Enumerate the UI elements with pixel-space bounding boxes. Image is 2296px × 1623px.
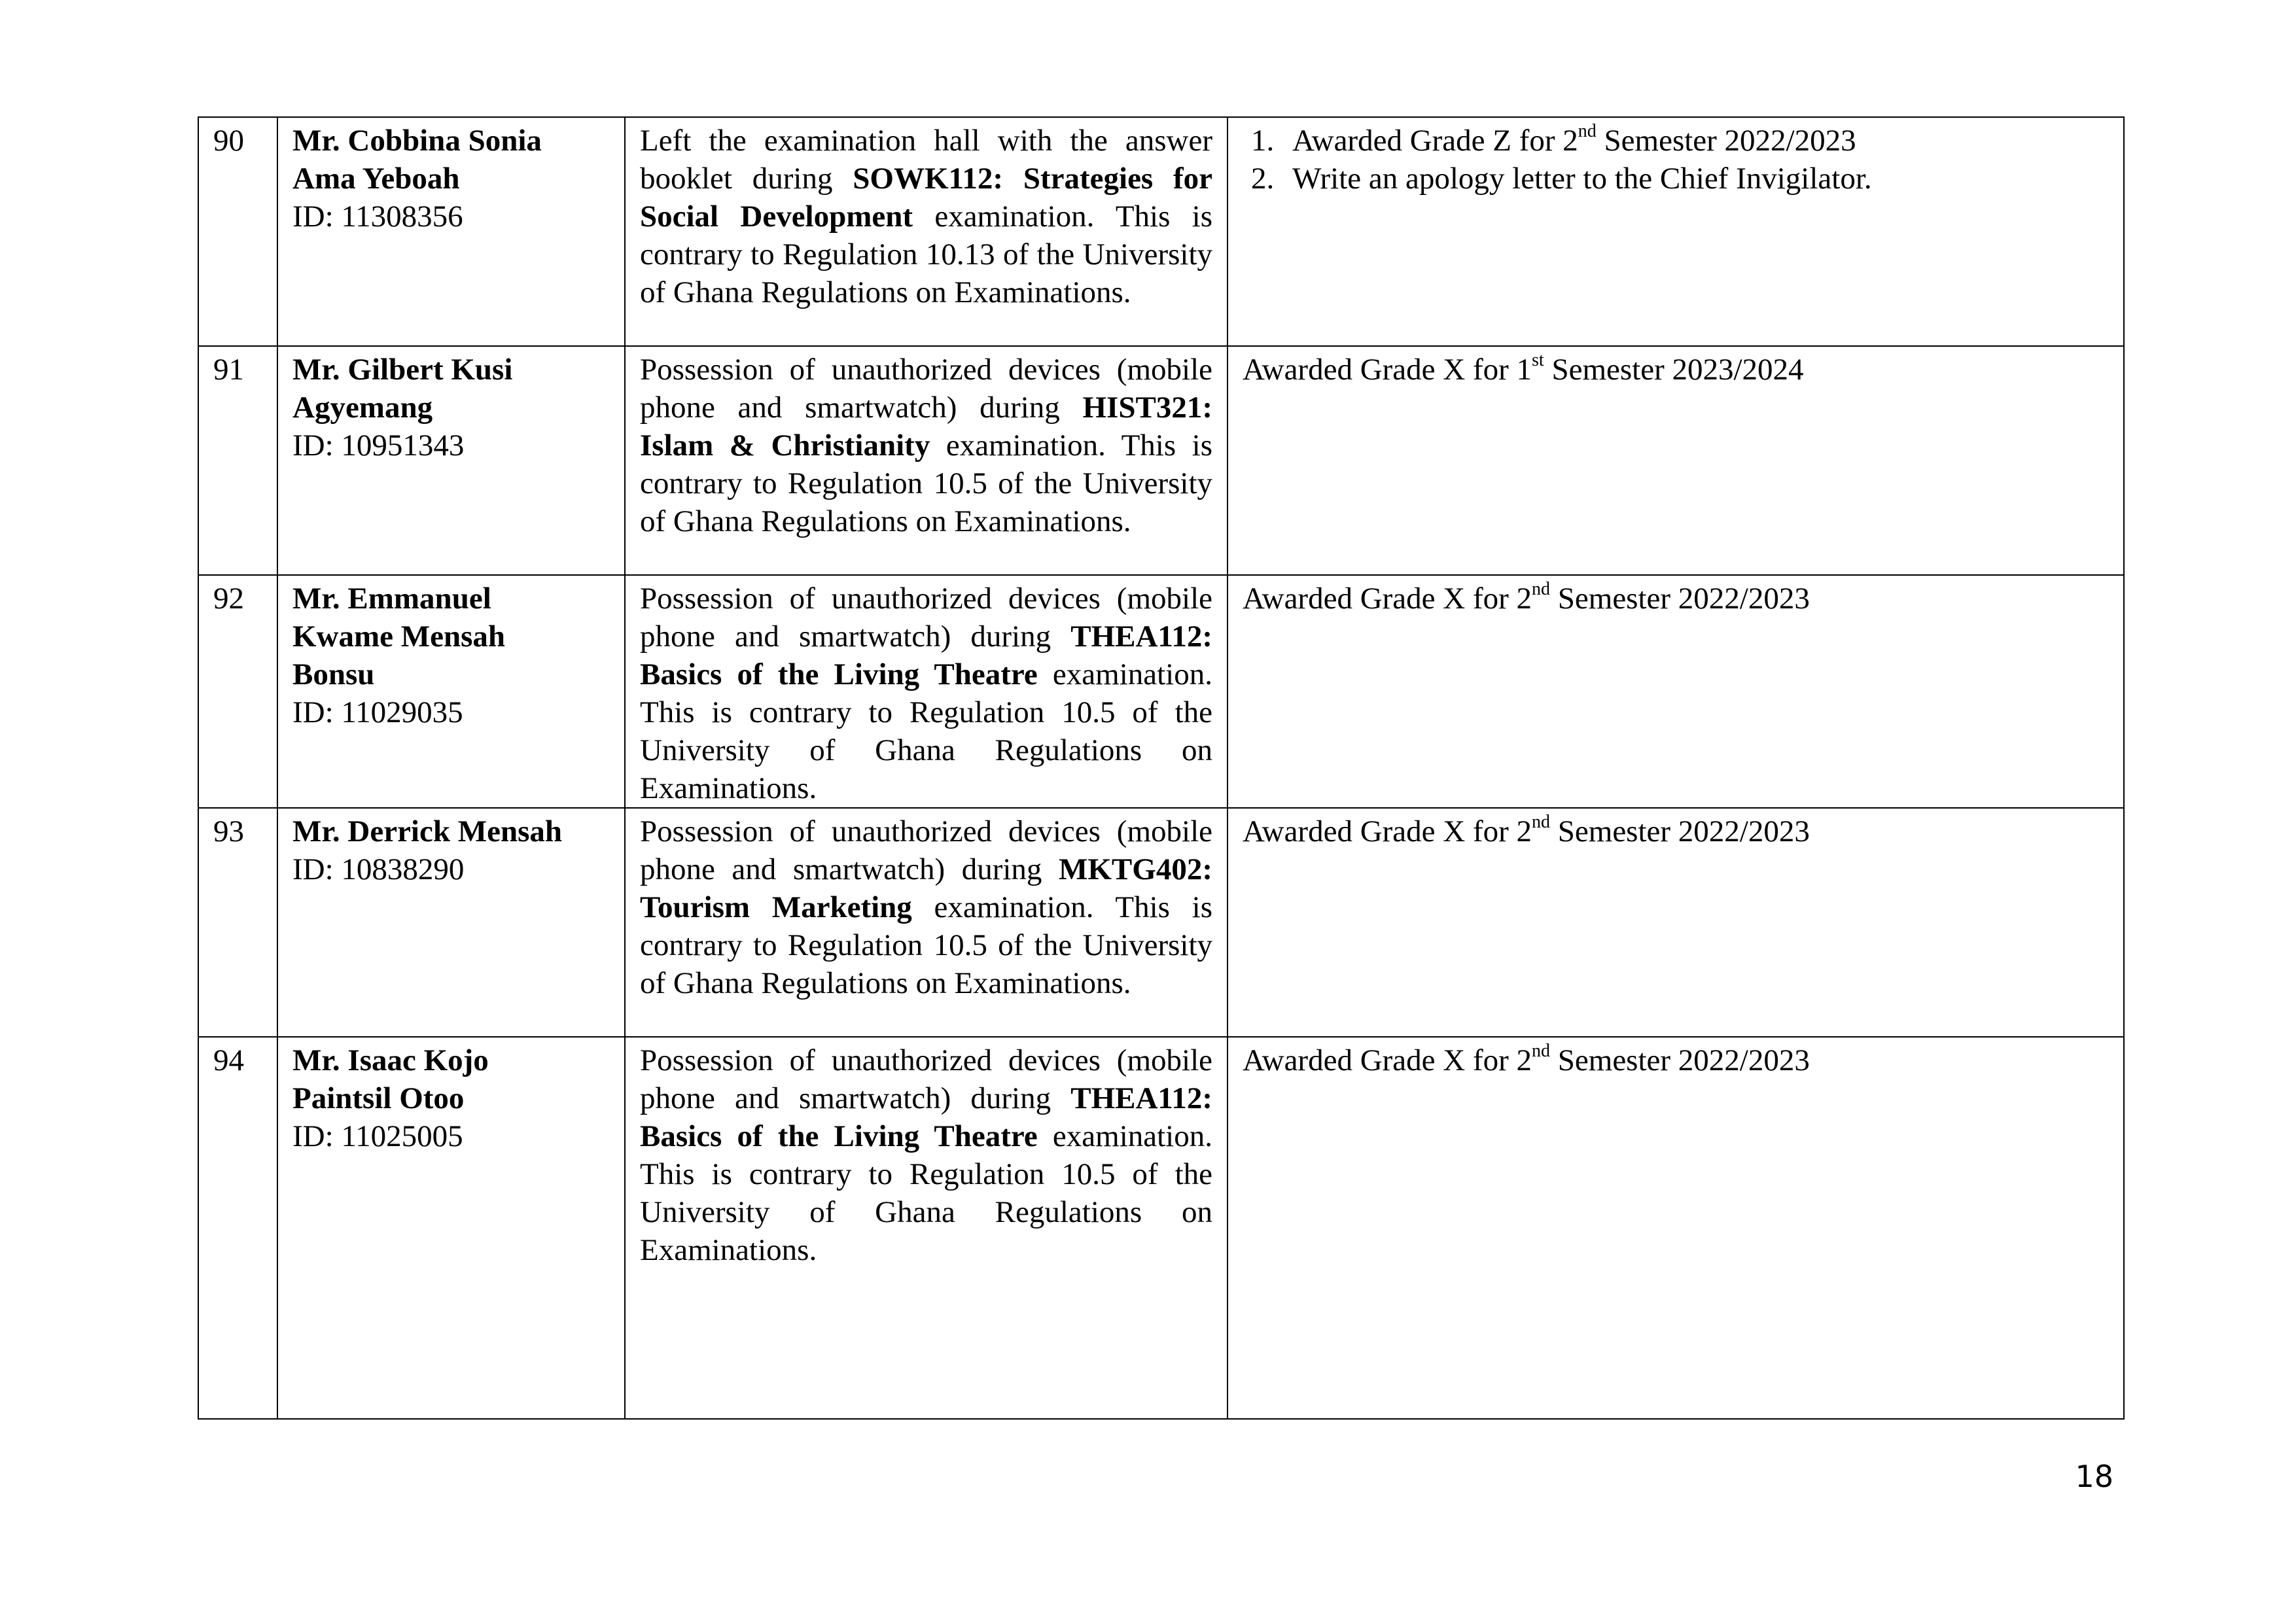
student-name-line: Paintsil Otoo [292, 1081, 465, 1115]
penalty-text: Write an apology letter to the Chief Invigilator. [1292, 162, 1872, 196]
sanctions-table-body [198, 117, 2124, 1419]
penalty-ordinal-suffix: st [1532, 350, 1544, 371]
table-row [198, 1037, 2124, 1419]
penalty-ordinal-suffix: nd [1532, 579, 1551, 600]
penalty-list [1243, 122, 2109, 198]
student-name-line: Mr. Emmanuel [292, 582, 491, 616]
penalty-line [1243, 812, 2109, 850]
student-id: ID: 10951343 [292, 428, 465, 462]
student-cell [277, 346, 625, 575]
row-number: 90 [198, 117, 277, 346]
penalty-text: Semester 2022/2023 [1596, 124, 1856, 158]
offence-text: examination. This is contrary to Regulation 10.5 of the University of Ghana Regulations on Examinations. [640, 890, 1212, 1000]
penalty-line [1243, 1041, 2109, 1079]
table-row [198, 346, 2124, 575]
penalty-text: Awarded Grade X for 2 [1243, 582, 1532, 616]
student-id: ID: 11029035 [292, 695, 463, 729]
penalty-cell [1227, 117, 2124, 346]
penalty-cell [1227, 1037, 2124, 1419]
student-id: ID: 11025005 [292, 1119, 463, 1153]
offence-text: Possession of unauthorized devices (mobile phone and smartwatch) during [640, 353, 1212, 425]
penalty-cell [1227, 808, 2124, 1037]
table-row [198, 808, 2124, 1037]
student-name-line: Bonsu [292, 657, 375, 691]
offence-text: Possession of unauthorized devices (mobile phone and smartwatch) during [640, 582, 1212, 654]
penalty-text: Awarded Grade X for 2 [1243, 814, 1532, 848]
student-cell [277, 808, 625, 1037]
penalty-ordinal-suffix: nd [1532, 1041, 1551, 1062]
student-cell [277, 117, 625, 346]
offence-cell [625, 575, 1227, 808]
course-name: THEA112: Basics of the Living Theatre [640, 620, 1212, 691]
offence-text: examination. This is contrary to Regulation 10.5 of the University of Ghana Regulations on Examinations. [640, 428, 1212, 538]
student-name-line: Mr. Gilbert Kusi [292, 353, 513, 387]
penalty-text: Semester 2023/2024 [1544, 353, 1804, 387]
offence-text: examination. This is contrary to Regulation 10.5 of the University of Ghana Regulations on Examinations. [640, 657, 1212, 805]
penalty-text: Semester 2022/2023 [1550, 582, 1810, 616]
row-number: 93 [198, 808, 277, 1037]
penalty-text: Semester 2022/2023 [1550, 1043, 1810, 1077]
course-name: HIST321: Islam & Christianity [640, 391, 1212, 462]
offence-cell [625, 808, 1227, 1037]
student-name-line: Mr. Derrick Mensah [292, 814, 563, 848]
penalty-text: Awarded Grade Z for 2 [1292, 124, 1578, 158]
offence-text: examination. This is contrary to Regulation 10.13 of the University of Ghana Regulations on Examinations. [640, 200, 1213, 309]
offence-cell [625, 117, 1227, 346]
student-name-line: Agyemang [292, 391, 433, 425]
penalty-text: Awarded Grade X for 2 [1243, 1043, 1532, 1077]
penalty-line [1243, 351, 2109, 389]
offence-text: Possession of unauthorized devices (mobile phone and smartwatch) during [640, 814, 1212, 886]
offence-cell [625, 346, 1227, 575]
sanctions-table [198, 116, 2125, 1420]
offence-text: Left the examination hall with the answer booklet during [640, 124, 1212, 196]
course-name: THEA112: Basics of the Living Theatre [640, 1081, 1212, 1153]
penalty-text: Semester 2022/2023 [1550, 814, 1810, 848]
penalty-cell [1227, 346, 2124, 575]
penalty-text: Awarded Grade X for 1 [1243, 353, 1532, 387]
student-name-line: Mr. Cobbina Sonia [292, 124, 542, 158]
table-row [198, 575, 2124, 808]
student-name-line: Kwame Mensah [292, 620, 506, 654]
row-number: 92 [198, 575, 277, 808]
student-id: ID: 10838290 [292, 852, 465, 886]
row-number: 94 [198, 1037, 277, 1419]
course-name: MKTG402: Tourism Marketing [640, 852, 1212, 924]
page-number: 18 [2075, 1459, 2113, 1494]
penalty-item [1282, 160, 2109, 198]
penalty-ordinal-suffix: nd [1578, 121, 1597, 142]
row-number: 91 [198, 346, 277, 575]
penalty-line [1243, 580, 2109, 618]
student-cell [277, 575, 625, 808]
table-row [198, 117, 2124, 346]
student-name-line: Ama Yeboah [292, 162, 460, 196]
student-name-line: Mr. Isaac Kojo [292, 1043, 489, 1077]
penalty-cell [1227, 575, 2124, 808]
offence-cell [625, 1037, 1227, 1419]
course-name: SOWK112: Strategies for Social Development [640, 162, 1213, 234]
student-cell [277, 1037, 625, 1419]
offence-text: Possession of unauthorized devices (mobile phone and smartwatch) during [640, 1043, 1212, 1115]
penalty-ordinal-suffix: nd [1532, 812, 1551, 833]
offence-text: examination. This is contrary to Regulation 10.5 of the University of Ghana Regulations on Examinations. [640, 1119, 1212, 1267]
penalty-item [1282, 122, 2109, 160]
student-id: ID: 11308356 [292, 200, 463, 234]
